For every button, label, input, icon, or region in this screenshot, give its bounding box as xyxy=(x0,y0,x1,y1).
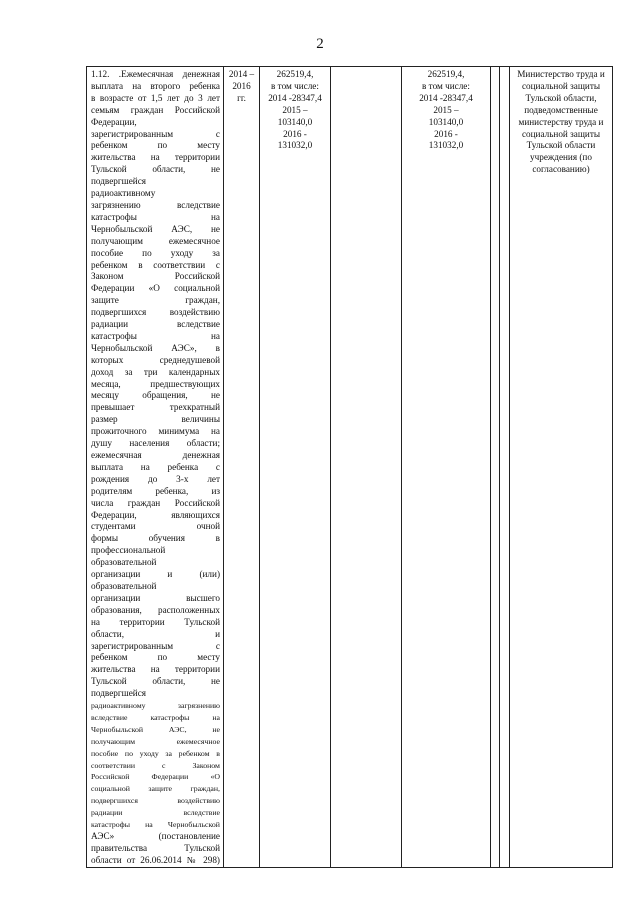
program-table xyxy=(86,66,613,868)
responsible-line: социальной защиты xyxy=(521,128,601,139)
total-funding-line: 2016 - xyxy=(283,128,307,139)
description-line: месяцу обращения, не xyxy=(91,390,220,401)
description-line: Федерации, являющихся xyxy=(91,509,220,520)
description-line: соответствии с Законом xyxy=(91,760,220,770)
description-line: пособие по уходу за xyxy=(91,247,220,258)
responsible-line: министерству труда и xyxy=(518,116,604,127)
description-line: катастрофы на Чернобыльской xyxy=(91,820,220,830)
description-line: пособие по уходу за ребенком в xyxy=(91,748,220,758)
description-line: радиоактивному загрязнению xyxy=(91,701,220,711)
description-line: выплата на ребенка с xyxy=(91,461,220,472)
budget-funding-line: 262519,4, xyxy=(427,69,465,79)
total-funding-line: 2014 -28347,4 xyxy=(268,92,322,103)
total-funding-line: 262519,4, xyxy=(276,69,314,79)
description-line: социальной защите граждан, xyxy=(91,784,220,794)
description-line: правительства Тульской xyxy=(91,842,220,853)
responsible-line: Министерство труда и xyxy=(517,69,605,79)
description-line: образования, расположенных xyxy=(91,604,220,615)
description-line: Российской Федерации «О xyxy=(91,772,220,782)
responsible-line: подведомственные xyxy=(524,104,598,115)
description-line: душу населения области; xyxy=(91,438,220,449)
budget-funding-line: 103140,0 xyxy=(428,116,464,127)
description-line: семьям граждан Российской xyxy=(91,104,220,115)
description-line: прожиточного минимума на xyxy=(91,426,220,437)
empty-cell-2 xyxy=(491,67,500,868)
description-line: радиоактивному xyxy=(91,188,156,199)
description-line: подвергшейся xyxy=(91,688,147,699)
regional-budget-funding xyxy=(402,67,490,152)
empty-cell-3 xyxy=(500,67,510,868)
description-line: на территории Тульской xyxy=(91,616,220,627)
budget-funding-line: 2015 – xyxy=(433,104,459,115)
description-line: загрязнению вследствие xyxy=(91,199,220,210)
description-line: Чернобыльской АЭС, не xyxy=(91,724,220,734)
description-line: превышает трехкратный xyxy=(91,402,220,413)
description-line: вследствие катастрофы на xyxy=(91,712,220,722)
description-line: Федерации, xyxy=(91,116,137,127)
description-line: жительства на территории xyxy=(91,664,220,675)
period-line: 2016 xyxy=(232,80,251,91)
description-line: области от 26.06.2014 № 298) xyxy=(91,854,220,865)
description-line: в возрасте от 1,5 лет до 3 лет xyxy=(91,92,220,103)
description-line: числа граждан Российской xyxy=(91,497,220,508)
description-line: ребенком по месту xyxy=(91,140,220,151)
description-line: 1.12. .Ежемесячная денежная xyxy=(91,69,220,79)
budget-funding-line: 2014 -28347,4 xyxy=(419,92,473,103)
responsible-line: учреждения (по xyxy=(530,152,592,163)
description-line: организации высшего xyxy=(91,592,220,603)
total-funding-line: в том числе: xyxy=(271,80,319,91)
responsible-executors xyxy=(510,67,612,176)
responsible-line: согласованию) xyxy=(532,164,590,175)
budget-funding-cell xyxy=(402,67,491,868)
total-funding-line: 103140,0 xyxy=(277,116,313,127)
implementation-period xyxy=(224,67,259,105)
measure-description xyxy=(87,67,223,867)
description-line: радиации вследствие xyxy=(91,319,220,330)
description-line: Чернобыльской АЭС», в xyxy=(91,342,220,353)
description-line: образовательной xyxy=(91,580,157,591)
period-line: гг. xyxy=(237,92,246,103)
description-line: подвергшейся xyxy=(91,176,147,187)
period-cell xyxy=(224,67,260,868)
table-row xyxy=(87,67,613,868)
budget-funding-line: в том числе: xyxy=(422,80,470,91)
description-line: рождения до 3-х лет xyxy=(91,473,220,484)
responsible-cell xyxy=(510,67,613,868)
description-line: профессиональной xyxy=(91,545,166,556)
description-line: подвергшихся воздействию xyxy=(91,796,220,806)
responsible-line: Тульской области, xyxy=(525,92,597,103)
description-line: Тульской области, не xyxy=(91,676,220,687)
empty-cell-1 xyxy=(331,67,402,868)
description-line: ежемесячная денежная xyxy=(91,450,220,460)
total-funding xyxy=(260,67,330,152)
description-line: месяца, предшествующих xyxy=(91,378,220,389)
total-funding-line: 131032,0 xyxy=(277,140,313,151)
description-line: области, и xyxy=(91,628,220,639)
description-line: Федерации «О социальной xyxy=(91,283,220,294)
description-line: АЭС» (постановление xyxy=(91,831,220,841)
description-line: подвергшихся воздействию xyxy=(91,307,220,318)
description-line: ребенком по месту xyxy=(91,652,220,663)
description-line: образовательной xyxy=(91,557,157,568)
description-line: организации и (или) xyxy=(91,569,220,580)
description-line: катастрофы на xyxy=(91,330,220,341)
description-line: зарегистрированным с xyxy=(91,128,220,139)
description-line: получающим ежемесячное xyxy=(91,235,220,246)
description-line: ребенком в соответствии с xyxy=(91,259,220,270)
description-line: зарегистрированным с xyxy=(91,640,220,651)
description-line: Чернобыльской АЭС, не xyxy=(91,223,220,234)
budget-funding-line: 2016 - xyxy=(434,128,458,139)
description-line: радиации вследствие xyxy=(91,808,220,818)
description-line: жительства на территории xyxy=(91,152,220,163)
total-funding-line: 2015 – xyxy=(282,104,308,115)
description-line: получающим ежемесячное xyxy=(91,736,220,746)
period-line: 2014 – xyxy=(228,69,255,79)
description-cell xyxy=(87,67,224,868)
description-line: катастрофы на xyxy=(91,211,220,222)
description-line: родителям ребенка, из xyxy=(91,485,220,496)
budget-funding-line: 131032,0 xyxy=(428,140,464,151)
responsible-line: социальной защиты xyxy=(521,80,601,91)
description-line: формы обучения в xyxy=(91,533,220,544)
responsible-line: Тульской области xyxy=(526,140,596,151)
description-line: Законом Российской xyxy=(91,271,220,282)
page-number: 2 xyxy=(316,36,324,52)
description-line: которых среднедушевой xyxy=(91,354,220,365)
total-funding-cell xyxy=(260,67,331,868)
description-line: защите граждан, xyxy=(91,295,220,306)
description-line: Тульской области, не xyxy=(91,164,220,175)
description-line: выплата на второго ребенка xyxy=(91,80,220,91)
description-line: размер величины xyxy=(91,414,220,425)
description-line: студентами очной xyxy=(91,521,220,532)
description-line: доход за три календарных xyxy=(91,366,220,377)
